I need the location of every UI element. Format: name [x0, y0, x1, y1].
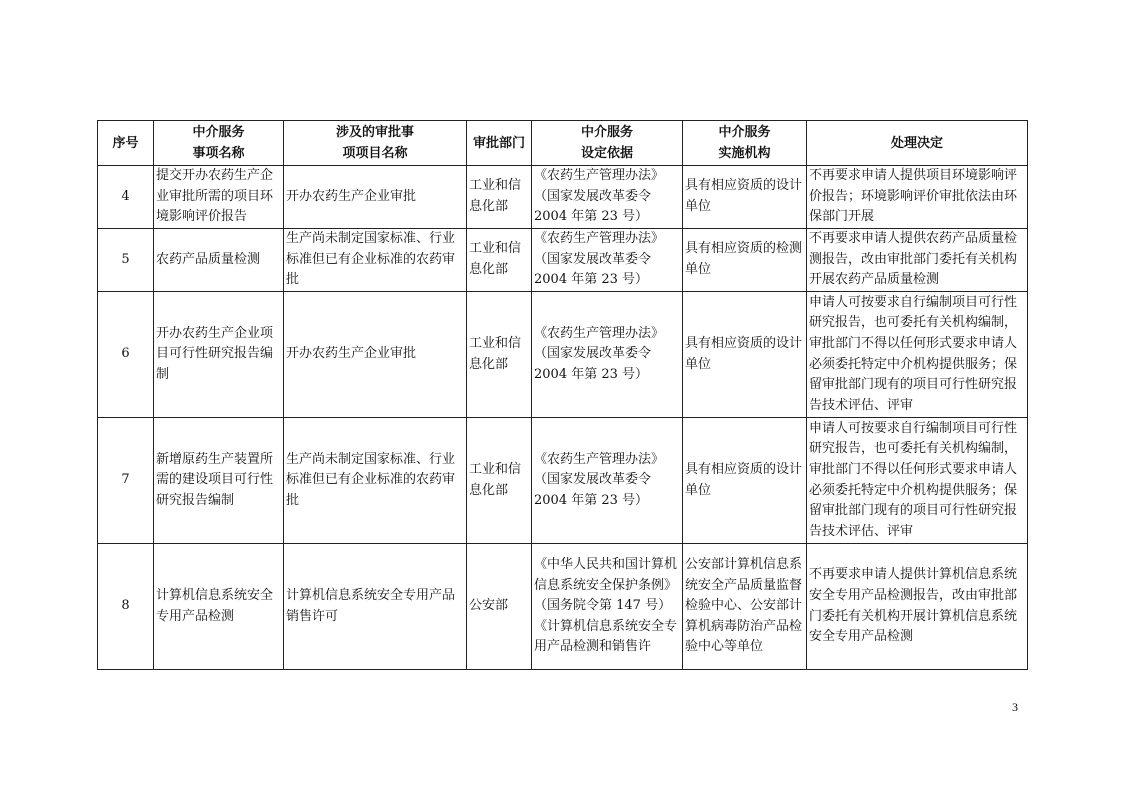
cell-serial-number: 6 [98, 292, 154, 418]
basis-line: （国家发展改革委令 [534, 251, 652, 267]
cell-serial-number: 7 [98, 418, 154, 544]
header-department: 审批部门 [467, 121, 532, 166]
cell-decision: 不再要求申请人提供计算机信息系统安全专用产品检测报告，改由审批部门委托有关机构开展计算机信息系统安全专用产品检测 [807, 544, 1028, 670]
cell-department: 公安部 [467, 544, 532, 670]
table-row [98, 229, 1028, 292]
header-institution: 中介服务 实施机构 [683, 121, 807, 166]
cell-serial-number: 8 [98, 544, 154, 670]
table-row [98, 418, 1028, 544]
cell-approval-item: 开办农药生产企业审批 [284, 292, 467, 418]
cell-basis [532, 166, 683, 229]
table-body [98, 166, 1028, 670]
cell-decision: 不再要求申请人提供项目环境影响评价报告；环境影响评价审批依法由环保部门开展 [807, 166, 1028, 229]
cell-department: 工业和信息化部 [467, 418, 532, 544]
basis-line: 2004 年第 23 号） [534, 366, 649, 382]
cell-serial-number: 5 [98, 229, 154, 292]
cell-institution: 具有相应资质的设计单位 [683, 166, 807, 229]
basis-line: 《农药生产管理办法》 [534, 231, 665, 247]
page-number: 3 [1012, 700, 1018, 714]
header-serial-number: 序号 [98, 121, 154, 166]
cell-decision: 申请人可按要求自行编制项目可行性研究报告，也可委托有关机构编制，审批部门不得以任何形式要求申请人必须委托特定中介机构提供服务；保留审批部门现有的项目可行性研究报告技术评估、评审 [807, 292, 1028, 418]
cell-institution: 具有相应资质的检测单位 [683, 229, 807, 292]
cell-service-name: 新增原药生产装置所需的建设项目可行性研究报告编制 [154, 418, 284, 544]
cell-institution: 具有相应资质的设计单位 [683, 292, 807, 418]
cell-institution: 具有相应资质的设计单位 [683, 418, 807, 544]
header-row [98, 121, 1028, 166]
basis-line: 《农药生产管理办法》 [534, 168, 665, 184]
cell-approval-item: 计算机信息系统安全专用产品销售许可 [284, 544, 467, 670]
cell-service-name: 提交开办农药生产企业审批所需的项目环境影响评价报告 [154, 166, 284, 229]
cell-approval-item: 生产尚未制定国家标准、行业标准但已有企业标准的农药审批 [284, 229, 467, 292]
cell-service-name: 计算机信息系统安全专用产品检测 [154, 544, 284, 670]
cell-serial-number: 4 [98, 166, 154, 229]
cell-department: 工业和信息化部 [467, 166, 532, 229]
basis-line: 2004 年第 23 号） [534, 272, 649, 288]
header-basis: 中介服务 设定依据 [532, 121, 683, 166]
table-row [98, 292, 1028, 418]
table-header [98, 121, 1028, 166]
cell-service-name: 农药产品质量检测 [154, 229, 284, 292]
cell-decision: 申请人可按要求自行编制项目可行性研究报告，也可委托有关机构编制，审批部门不得以任何形式要求申请人必须委托特定中介机构提供服务；保留审批部门现有的项目可行性研究报告技术评估、评审 [807, 418, 1028, 544]
basis-line: 2004 年第 23 号） [534, 492, 649, 508]
table-row [98, 544, 1028, 670]
basis-line: （国家发展改革委令 [534, 346, 652, 362]
basis-line: （国家发展改革委令 [534, 188, 652, 204]
cell-basis [532, 418, 683, 544]
header-decision: 处理决定 [807, 121, 1028, 166]
basis-line: 《农药生产管理办法》 [534, 325, 665, 341]
cell-basis [532, 544, 683, 670]
cell-basis [532, 292, 683, 418]
basis-line: 《农药生产管理办法》 [534, 451, 665, 467]
table-row [98, 166, 1028, 229]
cell-basis [532, 229, 683, 292]
basis-line: 《中华人民共和国计算机信息系统安全保护条例》（国务院令第 147 号） [534, 557, 678, 614]
cell-service-name: 开办农药生产企业项目可行性研究报告编制 [154, 292, 284, 418]
cell-institution: 公安部计算机信息系统安全产品质量监督检验中心、公安部计算机病毒防治产品检验中心等单位 [683, 544, 807, 670]
cell-department: 工业和信息化部 [467, 292, 532, 418]
header-service-name: 中介服务 事项名称 [154, 121, 284, 166]
header-approval-item: 涉及的审批事 项项目名称 [284, 121, 467, 166]
cell-approval-item: 开办农药生产企业审批 [284, 166, 467, 229]
basis-line: （国家发展改革委令 [534, 472, 652, 488]
cell-approval-item: 生产尚未制定国家标准、行业标准但已有企业标准的农药审批 [284, 418, 467, 544]
cell-decision: 不再要求申请人提供农药产品质量检测报告，改由审批部门委托有关机构开展农药产品质量检测 [807, 229, 1028, 292]
basis-line: 《计算机信息系统安全专用产品检测和销售许 [534, 618, 678, 655]
intermediary-services-table [97, 120, 1028, 670]
cell-department: 工业和信息化部 [467, 229, 532, 292]
basis-line: 2004 年第 23 号） [534, 209, 649, 225]
